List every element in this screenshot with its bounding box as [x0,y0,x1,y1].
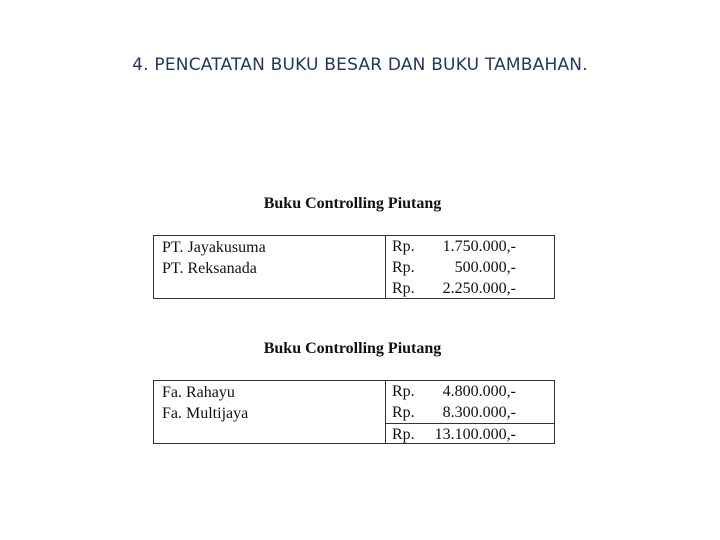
name-column [154,236,386,298]
amount-value: 8.300.000,- [442,404,516,421]
currency-label: Rp. [392,426,415,443]
currency-label: Rp. [392,383,415,400]
total-value: 13.100.000,- [434,426,516,443]
total-value: 2.250.000,- [442,280,516,297]
amount-row [386,257,554,278]
amount-column [386,381,554,443]
amount-row [386,236,554,257]
amount-row [386,381,554,402]
amount-value: 500.000,- [454,259,516,276]
table-1-title: Buku Controlling Piutang [263,195,442,212]
entry-name: PT. Jayakusuma [162,239,266,256]
amount-value: 4.800.000,- [442,383,516,400]
amount-row [386,402,554,423]
table-2-title: Buku Controlling Piutang [263,340,442,357]
name-column [154,381,386,443]
currency-label: Rp. [392,280,415,297]
entry-name: Fa. Rahayu [162,384,235,401]
currency-label: Rp. [392,238,415,255]
entry-name: Fa. Multijaya [162,405,249,422]
ledger-table-1 [153,235,555,299]
currency-label: Rp. [392,404,415,421]
entry-name: PT. Reksanada [162,260,257,277]
amount-value: 1.750.000,- [442,238,516,255]
amount-column [386,236,554,298]
total-row [386,278,554,299]
ledger-table-2 [153,380,555,444]
total-row [386,423,554,445]
currency-label: Rp. [392,259,415,276]
slide-title: 4. PENCATATAN BUKU BESAR DAN BUKU TAMBAHAN. [132,55,588,75]
